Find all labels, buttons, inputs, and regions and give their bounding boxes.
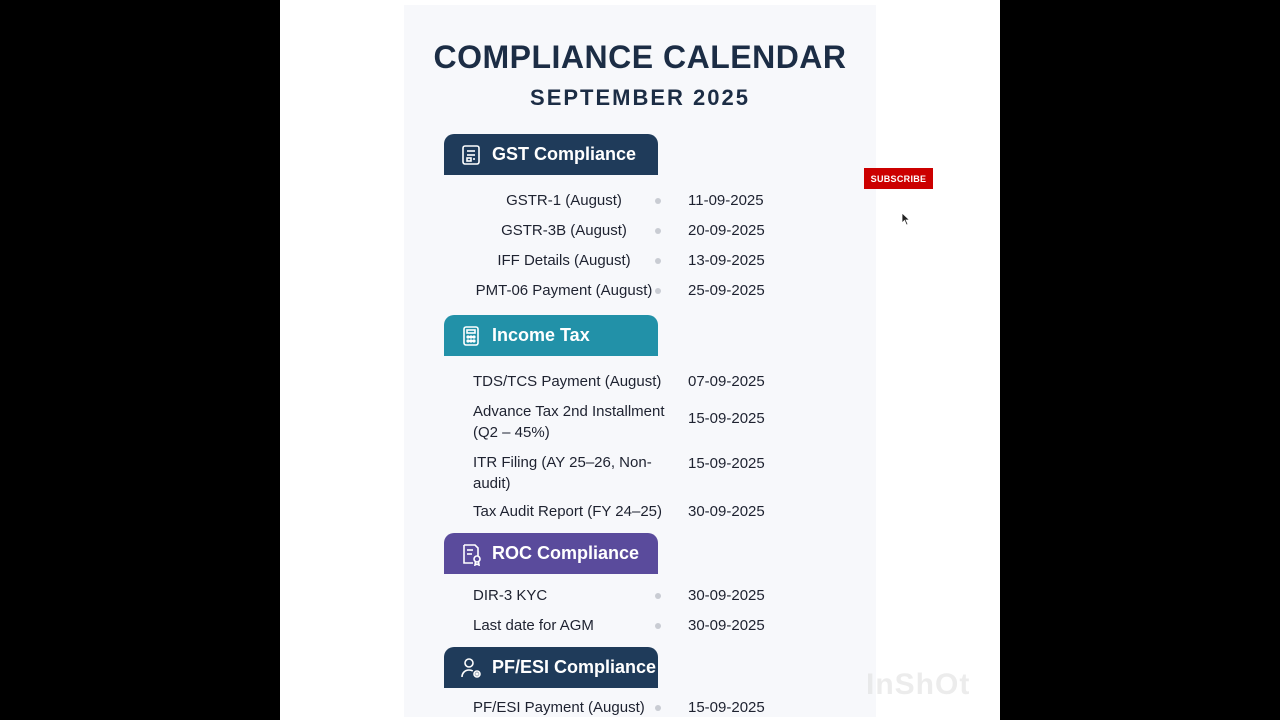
item-name: ITR Filing (AY 25–26, Non-audit) (473, 454, 652, 492)
mouse-cursor-icon (901, 212, 911, 226)
section-label: ROC Compliance (492, 543, 640, 563)
document-icon (458, 142, 484, 168)
calendar-document (404, 5, 876, 717)
item-name: IFF Details (August) (497, 252, 631, 269)
watermark: InShOt (866, 668, 971, 701)
item-date: 07-09-2025 (688, 373, 765, 390)
item-name: Last date for AGM (473, 617, 594, 634)
section-header-pf-esi (444, 647, 658, 688)
calculator-icon (458, 323, 484, 349)
bullet-dot (655, 198, 661, 204)
item-name: Advance Tax 2nd Installment (Q2 – 45%) (473, 403, 665, 441)
item-name: GSTR-3B (August) (501, 222, 627, 239)
user-gear-icon (458, 655, 484, 681)
item-name: Tax Audit Report (FY 24–25) (473, 503, 662, 520)
item-name: GSTR-1 (August) (506, 192, 622, 209)
item-date: 30-09-2025 (688, 587, 765, 604)
item-date: 11-09-2025 (688, 192, 764, 209)
bullet-dot (655, 288, 661, 294)
item-date: 15-09-2025 (688, 455, 765, 472)
item-date: 20-09-2025 (688, 222, 765, 239)
bullet-dot (655, 258, 661, 264)
certificate-icon (458, 541, 484, 567)
item-date: 30-09-2025 (688, 617, 765, 634)
bullet-dot (655, 593, 661, 599)
subscribe-button[interactable]: SUBSCRIBE (864, 168, 933, 189)
section-header-gst (444, 134, 658, 175)
item-date: 30-09-2025 (688, 503, 765, 520)
item-name: PMT-06 Payment (August) (475, 282, 653, 299)
page-title: COMPLIANCE CALENDAR (433, 39, 847, 75)
item-name: TDS/TCS Payment (August) (473, 373, 662, 390)
item-date: 25-09-2025 (688, 282, 765, 299)
section-label: Income Tax (492, 325, 590, 345)
bullet-dot (655, 705, 661, 711)
item-date: 15-09-2025 (688, 699, 765, 716)
item-name: PF/ESI Payment (August) (473, 699, 645, 716)
video-frame (280, 0, 1000, 720)
item-date: 15-09-2025 (688, 410, 765, 427)
section-label: PF/ESI Compliance (492, 657, 657, 677)
item-date: 13-09-2025 (688, 252, 765, 269)
bullet-dot (655, 228, 661, 234)
bullet-dot (655, 623, 661, 629)
item-name: DIR-3 KYC (473, 587, 548, 604)
page-subtitle: SEPTEMBER 2025 (530, 85, 750, 110)
section-label: GST Compliance (492, 144, 637, 164)
section-header-income-tax (444, 315, 658, 356)
section-header-roc (444, 533, 658, 574)
